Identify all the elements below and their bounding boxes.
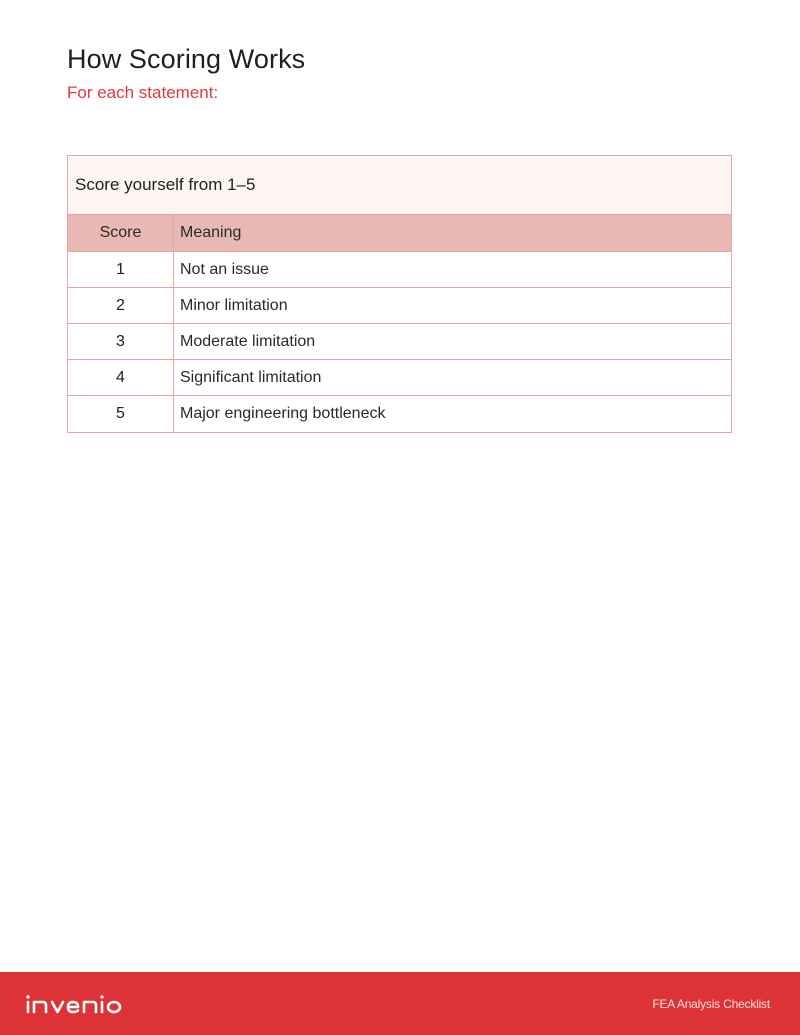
invenio-logo-mark [26, 994, 138, 1014]
meaning-cell: Significant limitation [180, 368, 322, 386]
score-cell: 1 [68, 252, 174, 287]
table-row [68, 396, 731, 432]
score-cell: 4 [68, 360, 174, 395]
meaning-cell: Not an issue [180, 260, 269, 278]
score-cell: 2 [68, 288, 174, 323]
table-caption: Score yourself from 1–5 [68, 156, 731, 215]
meaning-cell: Minor limitation [180, 296, 288, 314]
score-cell: 3 [68, 324, 174, 359]
meaning-cell: Major engineering bottleneck [180, 405, 386, 422]
page-footer [0, 972, 800, 1035]
invenio-logo [26, 994, 138, 1014]
table-row [68, 252, 731, 288]
column-header-meaning: Meaning [180, 224, 242, 241]
column-header-score: Score [68, 215, 174, 251]
scoring-table [67, 155, 732, 433]
table-header-row [68, 215, 731, 252]
meaning-cell: Moderate limitation [180, 332, 316, 350]
footer-document-title: FEA Analysis Checklist [652, 996, 770, 1011]
table-row [68, 360, 731, 396]
table-row [68, 324, 731, 360]
score-cell: 5 [68, 396, 174, 432]
page-title: How Scoring Works [67, 44, 306, 74]
page-subtitle: For each statement: [67, 83, 219, 102]
table-row [68, 288, 731, 324]
